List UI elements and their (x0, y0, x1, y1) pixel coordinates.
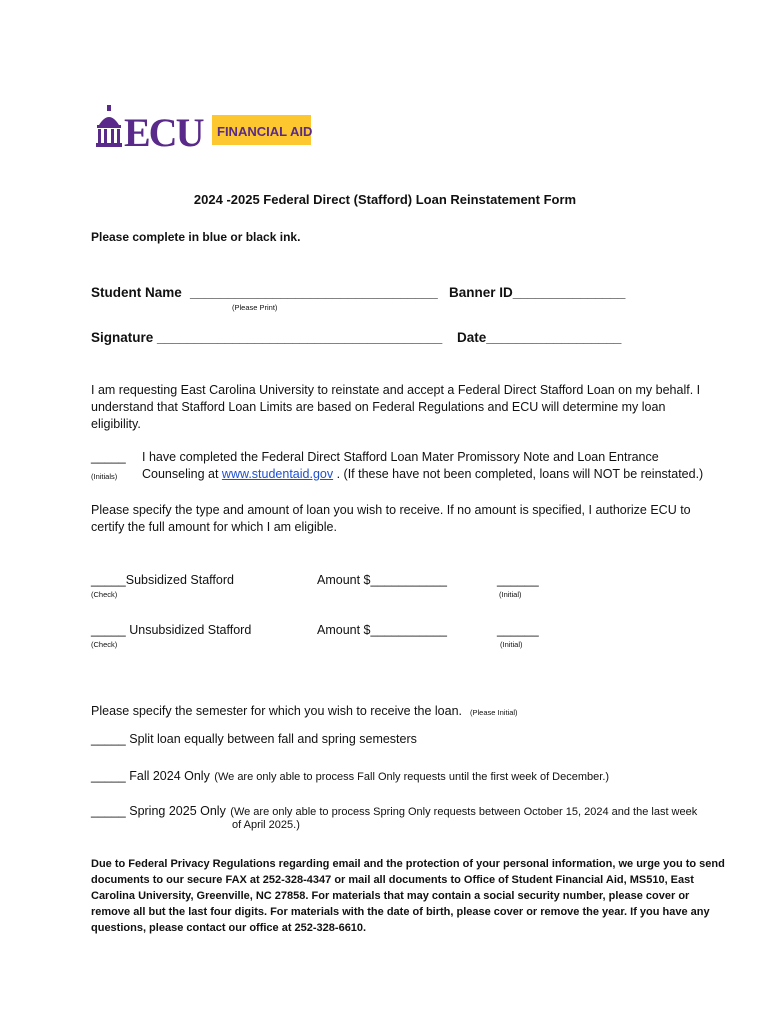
subsidized-initial-field[interactable]: ______ (497, 573, 539, 587)
unsubsidized-check-label: (Check) (91, 640, 118, 649)
date-field[interactable]: Date__________________ (457, 330, 622, 345)
spring-only-note-cont: of April 2025.) (232, 819, 300, 831)
amount-paragraph: Please specify the type and amount of loan you wish to receive. If no amount is specified, I authorize ECU to certify the full amount for which I am eligible. (91, 503, 691, 534)
ecu-logo-graphic (95, 103, 315, 151)
unsubsidized-amount-field[interactable]: Amount $___________ (317, 623, 447, 637)
subsidized-check-field[interactable]: _____Subsidized Stafford (91, 573, 234, 587)
subsidized-amount-field[interactable]: Amount $___________ (317, 573, 447, 587)
unsubsidized-initial-label: (Initial) (500, 640, 523, 649)
student-name-field[interactable]: _________________________________ (190, 285, 438, 300)
privacy-notice: Due to Federal Privacy Regulations regarding email and the protection of your personal information, we urge you to send documents to our secure FAX at 252-328-4347 or mail all documents to Office of Student Financial Aid, MS510, East Carolina University, Greenville, NC 27858. For materials that may contain a social security number, please cover or remove all but the last four digits. For materials with the date of birth, please cover or remove the year. If you have any questions, please contact our office at 252-328-6610. (91, 858, 725, 934)
semester-prompt (91, 704, 518, 718)
request-paragraph: I am requesting East Carolina University to reinstate and accept a Federal Direct Stafford Loan on my behalf. I understand that Stafford Loan Limits are based on Federal Regulations and ECU will determine my loan eligibility. (91, 383, 701, 431)
spring-only-note: (We are only able to process Spring Only requests between October 15, 2024 and the last week (230, 806, 698, 818)
mpn-warning-text: . (If these have not been completed, loans will NOT be reinstated.) (333, 467, 704, 481)
student-name-label: Student Name (91, 285, 182, 300)
semester-initial-note: (Please Initial) (470, 708, 518, 717)
fall-only-row (91, 767, 609, 785)
unsubsidized-initial-field[interactable]: ______ (497, 623, 539, 637)
ecu-financial-aid-logo (95, 103, 315, 151)
cupola-icon (96, 105, 122, 147)
subsidized-initial-label: (Initial) (499, 590, 522, 599)
fall-only-option[interactable]: _____ Fall 2024 Only (91, 769, 210, 783)
semester-prompt-text: Please specify the semester for which you wish to receive the loan. (91, 704, 463, 718)
form-title: 2024 -2025 Federal Direct (Stafford) Loan Reinstatement Form (193, 192, 577, 207)
spring-only-option[interactable]: _____ Spring 2025 Only (91, 804, 226, 818)
banner-id-field[interactable]: Banner ID_______________ (449, 285, 626, 300)
mpn-initials-field[interactable]: _____ (91, 450, 126, 464)
subsidized-check-label: (Check) (91, 590, 118, 599)
ink-instruction: Please complete in blue or black ink. (91, 230, 301, 244)
initials-label: (Initials) (91, 472, 118, 481)
studentaid-link[interactable]: www.studentaid.gov (221, 467, 334, 481)
signature-field[interactable]: Signature ______________________________________ (91, 330, 443, 345)
mpn-statement-line1: I have completed the Federal Direct Stafford Loan Mater Promissory Note and Loan Entrance (142, 450, 659, 464)
mpn-statement-line2 (142, 467, 703, 481)
mpn-counseling-text: Counseling at (142, 467, 222, 481)
unsubsidized-check-field[interactable]: _____ Unsubsidized Stafford (91, 623, 252, 637)
logo-tag: FINANCIAL AID (217, 124, 313, 139)
please-print-label: (Please Print) (232, 303, 278, 312)
logo-wordmark: ECU (124, 110, 203, 151)
spring-only-row (91, 802, 697, 820)
split-loan-option[interactable]: _____ Split loan equally between fall and spring semesters (91, 732, 417, 746)
fall-only-note: (We are only able to process Fall Only requests until the first week of December.) (214, 771, 610, 783)
